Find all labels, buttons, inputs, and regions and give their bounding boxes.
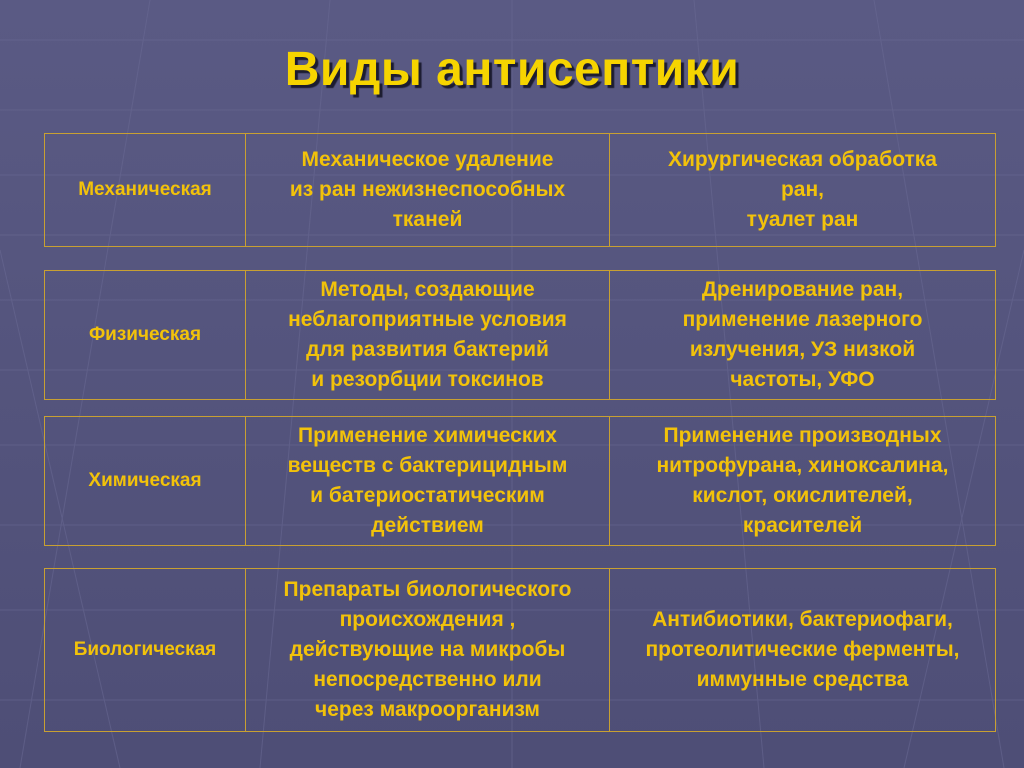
antiseptic-description: Применение химических веществ с бактерицидным и батериостатическим действием <box>246 417 610 545</box>
antiseptic-examples: Хирургическая обработка ран, туалет ран <box>668 148 937 231</box>
antiseptic-description: Методы, создающие неблагоприятные условия для развития бактерий и резорбции токсинов <box>246 271 610 399</box>
antiseptic-examples: Применение производных нитрофурана, хиноксалина, кислот, окислителей, красителей <box>656 424 949 537</box>
antiseptic-description: Препараты биологического происхождения , действующие на микробы непосредственно или через макроорганизм <box>246 569 610 731</box>
antiseptic-type: Механическая <box>45 134 246 246</box>
table-row-chemical <box>44 416 996 546</box>
antiseptic-examples: Дренирование ран, применение лазерного излучения, УЗ низкой частоты, УФО <box>682 278 923 391</box>
antiseptic-examples: Антибиотики, бактериофаги, протеолитические ферменты, иммунные средства <box>645 608 960 691</box>
slide-title: Виды антисептики <box>284 43 740 96</box>
antiseptic-type: Физическая <box>45 271 246 399</box>
antiseptic-description: Механическое удаление из ран нежизнеспособных тканей <box>246 134 610 246</box>
antiseptic-type: Биологическая <box>45 569 246 731</box>
antiseptic-type: Химическая <box>45 417 246 545</box>
table-row-mechanical <box>44 133 996 247</box>
table-row-physical <box>44 270 996 400</box>
table-row-biological <box>44 568 996 732</box>
